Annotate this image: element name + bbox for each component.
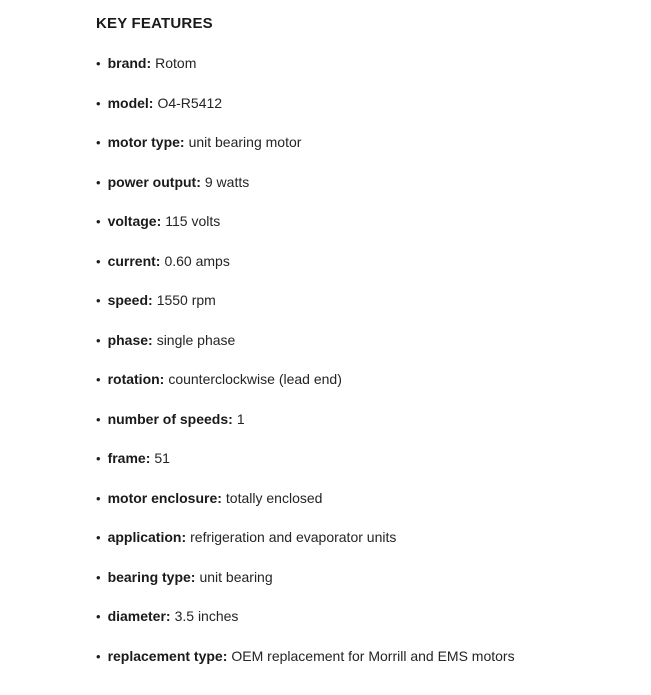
bullet-icon: • bbox=[96, 253, 101, 269]
bullet-icon: • bbox=[96, 648, 101, 664]
bullet-icon: • bbox=[96, 174, 101, 190]
feature-value: Rotom bbox=[155, 55, 197, 71]
bullet-icon: • bbox=[96, 530, 101, 545]
feature-value: counterclockwise (lead end) bbox=[168, 371, 342, 387]
feature-item bbox=[96, 290, 631, 311]
feature-label: power output: bbox=[107, 173, 201, 190]
feature-label: motor type: bbox=[107, 134, 185, 150]
bullet-icon: • bbox=[96, 56, 101, 71]
feature-value: 1550 rpm bbox=[156, 292, 216, 308]
feature-label: frame: bbox=[107, 450, 151, 466]
bullet-icon: • bbox=[96, 569, 101, 585]
feature-item bbox=[96, 448, 631, 469]
feature-item bbox=[96, 369, 631, 390]
feature-item bbox=[96, 527, 631, 548]
feature-value: O4-R5412 bbox=[157, 94, 223, 111]
bullet-icon: • bbox=[96, 609, 101, 624]
bullet-icon: • bbox=[96, 293, 101, 308]
bullet-icon: • bbox=[96, 372, 101, 387]
feature-label: application: bbox=[107, 529, 187, 545]
feature-item bbox=[96, 172, 631, 193]
feature-item bbox=[96, 646, 631, 667]
feature-value: 0.60 amps bbox=[164, 252, 230, 269]
feature-item bbox=[96, 93, 631, 114]
feature-item bbox=[96, 606, 631, 627]
feature-label: model: bbox=[107, 94, 154, 111]
feature-value: unit bearing bbox=[199, 568, 273, 585]
feature-value: 3.5 inches bbox=[174, 608, 239, 624]
feature-label: voltage: bbox=[107, 213, 162, 229]
feature-item bbox=[96, 211, 631, 232]
feature-value: 115 volts bbox=[165, 213, 221, 229]
feature-value: refrigeration and evaporator units bbox=[190, 529, 397, 545]
feature-value: 9 watts bbox=[204, 173, 250, 190]
key-features-heading: KEY FEATURES bbox=[96, 15, 213, 32]
feature-item bbox=[96, 53, 631, 74]
feature-value: 1 bbox=[236, 410, 245, 427]
feature-item bbox=[96, 409, 631, 430]
bullet-icon: • bbox=[96, 95, 101, 111]
feature-label: replacement type: bbox=[107, 647, 228, 664]
feature-value: single phase bbox=[156, 331, 236, 348]
feature-label: current: bbox=[107, 252, 161, 269]
bullet-icon: • bbox=[96, 214, 101, 229]
feature-item bbox=[96, 330, 631, 351]
feature-item bbox=[96, 132, 631, 153]
feature-label: brand: bbox=[107, 55, 152, 71]
feature-item bbox=[96, 488, 631, 509]
feature-value: OEM replacement for Morrill and EMS motors bbox=[231, 647, 515, 664]
feature-item bbox=[96, 567, 631, 588]
feature-label: diameter: bbox=[107, 608, 171, 624]
feature-label: number of speeds: bbox=[107, 410, 233, 427]
feature-label: motor enclosure: bbox=[107, 489, 222, 506]
bullet-icon: • bbox=[96, 332, 101, 348]
bullet-icon: • bbox=[96, 451, 101, 466]
feature-value: unit bearing motor bbox=[188, 134, 302, 150]
feature-value: 51 bbox=[154, 450, 170, 466]
feature-list bbox=[96, 53, 631, 667]
feature-item bbox=[96, 251, 631, 272]
feature-label: speed: bbox=[107, 292, 153, 308]
bullet-icon: • bbox=[96, 135, 101, 150]
feature-label: rotation: bbox=[107, 371, 165, 387]
feature-value: totally enclosed bbox=[225, 489, 323, 506]
bullet-icon: • bbox=[96, 411, 101, 427]
feature-label: bearing type: bbox=[107, 568, 196, 585]
bullet-icon: • bbox=[96, 490, 101, 506]
feature-label: phase: bbox=[107, 331, 153, 348]
